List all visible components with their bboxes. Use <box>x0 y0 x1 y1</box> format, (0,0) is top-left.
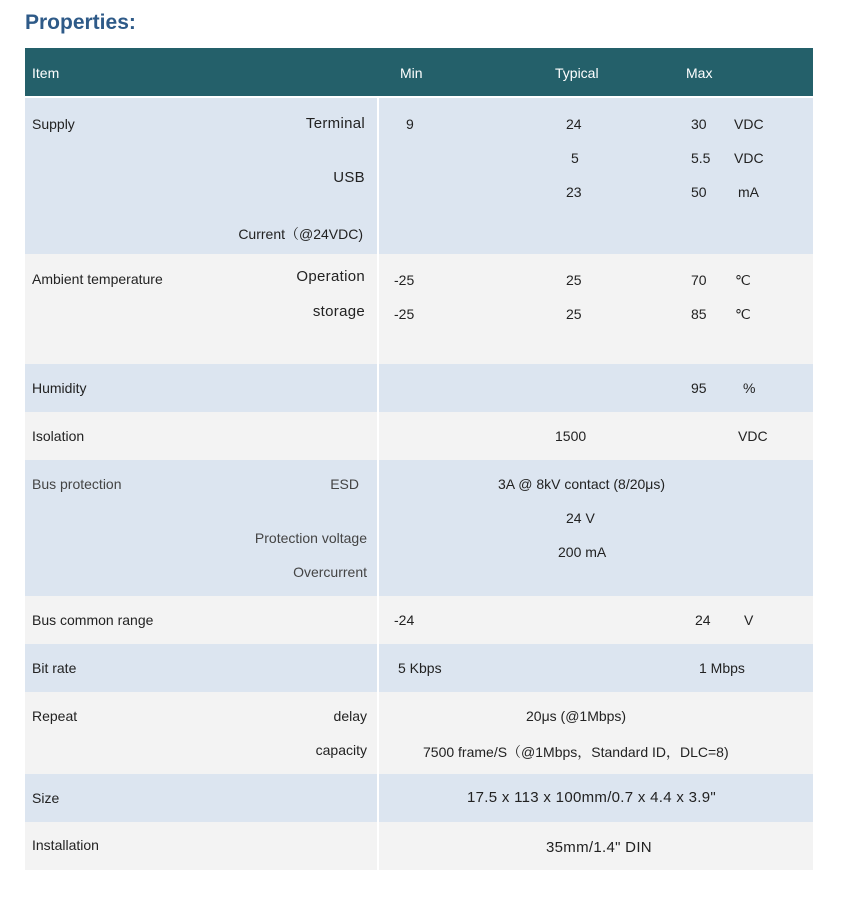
supply-current-max: 50 <box>691 184 707 200</box>
table-row-size <box>25 774 813 822</box>
temperature-storage-label: storage <box>312 303 365 320</box>
repeat-capacity-label: capacity <box>315 742 367 758</box>
supply-item: Supply <box>32 116 75 132</box>
temperature-op-min: -25 <box>394 272 415 288</box>
table-row-temperature <box>25 254 813 364</box>
header-typical: Typical <box>555 65 599 81</box>
bus-common-range-unit: V <box>744 612 754 628</box>
temperature-item: Ambient temperature <box>32 271 163 287</box>
humidity-item: Humidity <box>32 380 87 396</box>
bus-protection-item: Bus protection <box>32 476 122 492</box>
installation-value: 35mm/1.4" DIN <box>546 839 652 856</box>
installation-item: Installation <box>32 837 99 853</box>
header-max: Max <box>686 65 713 81</box>
bit-rate-min: 5 Kbps <box>398 660 442 676</box>
temperature-op-max: 70 <box>691 272 707 288</box>
table-row-repeat <box>25 692 813 774</box>
supply-terminal-label: Terminal <box>305 115 365 132</box>
bit-rate-max: 1 Mbps <box>699 660 745 676</box>
repeat-delay-value: 20μs (@1Mbps) <box>526 708 627 724</box>
temperature-st-max: 85 <box>691 306 707 322</box>
temperature-op-typ: 25 <box>566 272 582 288</box>
repeat-delay-label: delay <box>333 708 367 724</box>
bit-rate-item: Bit rate <box>32 660 77 676</box>
isolation-item: Isolation <box>32 428 85 444</box>
temperature-op-unit: ℃ <box>735 272 751 288</box>
bus-common-range-min: -24 <box>394 612 415 628</box>
repeat-capacity-value: 7500 frame/S（@1Mbps，Standard ID，DLC=8) <box>423 744 729 760</box>
bus-protection-voltage-label: Protection voltage <box>254 530 367 546</box>
table-row-supply <box>25 98 813 254</box>
isolation-typ: 1500 <box>555 428 587 444</box>
supply-current-unit: mA <box>738 184 759 200</box>
bus-protection-overcurrent-label: Overcurrent <box>293 564 367 580</box>
temperature-st-unit: ℃ <box>735 306 751 322</box>
table-row-installation <box>25 822 813 870</box>
header-item: Item <box>32 65 60 81</box>
table-row-isolation <box>25 412 813 460</box>
supply-usb-typ: 5 <box>571 150 579 166</box>
supply-current-typ: 23 <box>566 184 582 200</box>
isolation-unit: VDC <box>738 428 768 444</box>
supply-terminal-typ: 24 <box>566 116 582 132</box>
table-row-bus-common-range <box>25 596 813 644</box>
properties-table <box>25 48 813 870</box>
temperature-operation-label: Operation <box>296 268 365 285</box>
bus-protection-voltage-value: 24 V <box>566 510 595 526</box>
supply-current-label: Current（@24VDC) <box>238 226 363 242</box>
bus-protection-esd-value: 3A @ 8kV contact (8/20μs) <box>498 476 666 492</box>
temperature-st-typ: 25 <box>566 306 582 322</box>
supply-terminal-max: 30 <box>691 116 707 132</box>
humidity-max: 95 <box>691 380 707 396</box>
humidity-unit: % <box>743 380 756 396</box>
repeat-item: Repeat <box>32 708 78 724</box>
bus-protection-overcurrent-value: 200 mA <box>558 544 607 560</box>
page-title: Properties: <box>25 11 136 34</box>
table-header <box>25 48 813 96</box>
supply-terminal-unit: VDC <box>734 116 764 132</box>
bus-common-range-item: Bus common range <box>32 612 154 628</box>
header-min: Min <box>400 65 423 81</box>
table-row-bus-protection <box>25 460 813 596</box>
supply-terminal-min: 9 <box>406 116 414 132</box>
table-row-humidity <box>25 364 813 412</box>
size-value: 17.5 x 113 x 100mm/0.7 x 4.4 x 3.9" <box>467 789 717 806</box>
supply-usb-label: USB <box>333 169 365 186</box>
supply-usb-unit: VDC <box>734 150 764 166</box>
bus-common-range-max: 24 <box>695 612 711 628</box>
table-row-bit-rate <box>25 644 813 692</box>
supply-usb-max: 5.5 <box>691 150 711 166</box>
temperature-st-min: -25 <box>394 306 415 322</box>
size-item: Size <box>32 790 60 806</box>
bus-protection-esd-label: ESD <box>330 476 359 492</box>
